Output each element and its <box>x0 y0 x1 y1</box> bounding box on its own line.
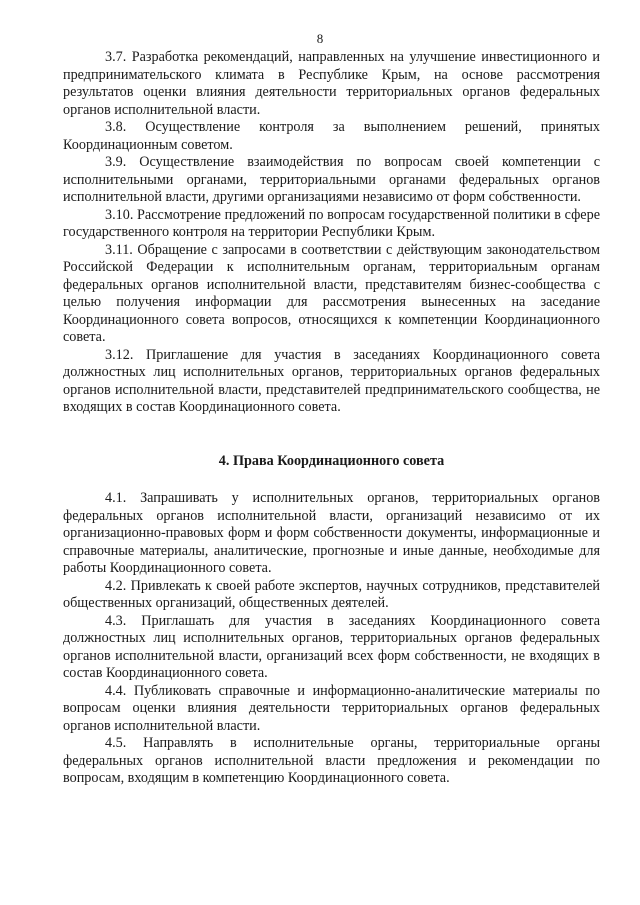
paragraph-3-8: 3.8. Осуществление контроля за выполнением решений, принятых Координационным советом. <box>63 119 600 153</box>
document-body <box>63 49 600 788</box>
page-number: 8 <box>316 31 324 46</box>
paragraph-4-4: 4.4. Публиковать справочные и информационно-аналитические материалы по вопросам оценки влияния деятельности территориальных органов федеральных органов исполнительной власти. <box>63 682 600 734</box>
paragraph-4-3: 4.3. Приглашать для участия в заседаниях Координационного совета должностных лиц исполнительных органов, территориальных органов федеральных органов исполнительной власти, организаций всех форм собственности, не входящих в состав Координационного совета. <box>63 612 600 681</box>
paragraph-3-12: 3.12. Приглашение для участия в заседаниях Координационного совета должностных лиц исполнительных органов, территориальных органов федеральных органов исполнительной власти, представителей предпринимательского сообщества, не входящих в состав Координационного совета. <box>63 346 600 415</box>
paragraph-4-5: 4.5. Направлять в исполнительные органы, территориальные органы федеральных органов исполнительной власти предложения и рекомендации по вопросам, входящим в компетенцию Координационного совета. <box>63 735 600 786</box>
paragraph-3-7: 3.7. Разработка рекомендаций, направленных на улучшение инвестиционного и предпринимательского климата в Республике Крым, на основе рассмотрения результатов оценки влияния деятельности территориальных органов федеральных органов исполнительной власти. <box>63 49 600 118</box>
section-4-title: 4. Права Координационного совета <box>218 452 445 469</box>
paragraph-3-10: 3.10. Рассмотрение предложений по вопросам государственной политики в сфере государственного контроля на территории Республики Крым. <box>63 206 600 240</box>
paragraph-4-1: 4.1. Запрашивать у исполнительных органов, территориальных органов федеральных органов исполнительной власти, организаций независимо от их организационно-правовых форм и форм собственности документы, информационные и справочные материалы, аналитические, прогнозные и иные данные, необходимые для работы Координационного совета. <box>63 490 600 576</box>
paragraph-3-9: 3.9. Осуществление взаимодействия по вопросам своей компетенции с исполнительными органами, территориальными органами федеральных органов исполнительной власти, другими организациями независимо от форм собственности. <box>63 154 600 205</box>
paragraph-4-2: 4.2. Привлекать к своей работе экспертов, научных сотрудников, представителей общественных организаций, общественных деятелей. <box>63 577 600 611</box>
paragraph-3-11: 3.11. Обращение с запросами в соответствии с действующим законодательством Российской Федерации к исполнительным органам, территориальным органам федеральных органов исполнительной власти, представителям бизнес-сообщества с целью получения информации для рассмотрения вынесенных на заседание Координационного совета вопросов, относящихся к компетенции Координационного совета. <box>63 241 600 345</box>
